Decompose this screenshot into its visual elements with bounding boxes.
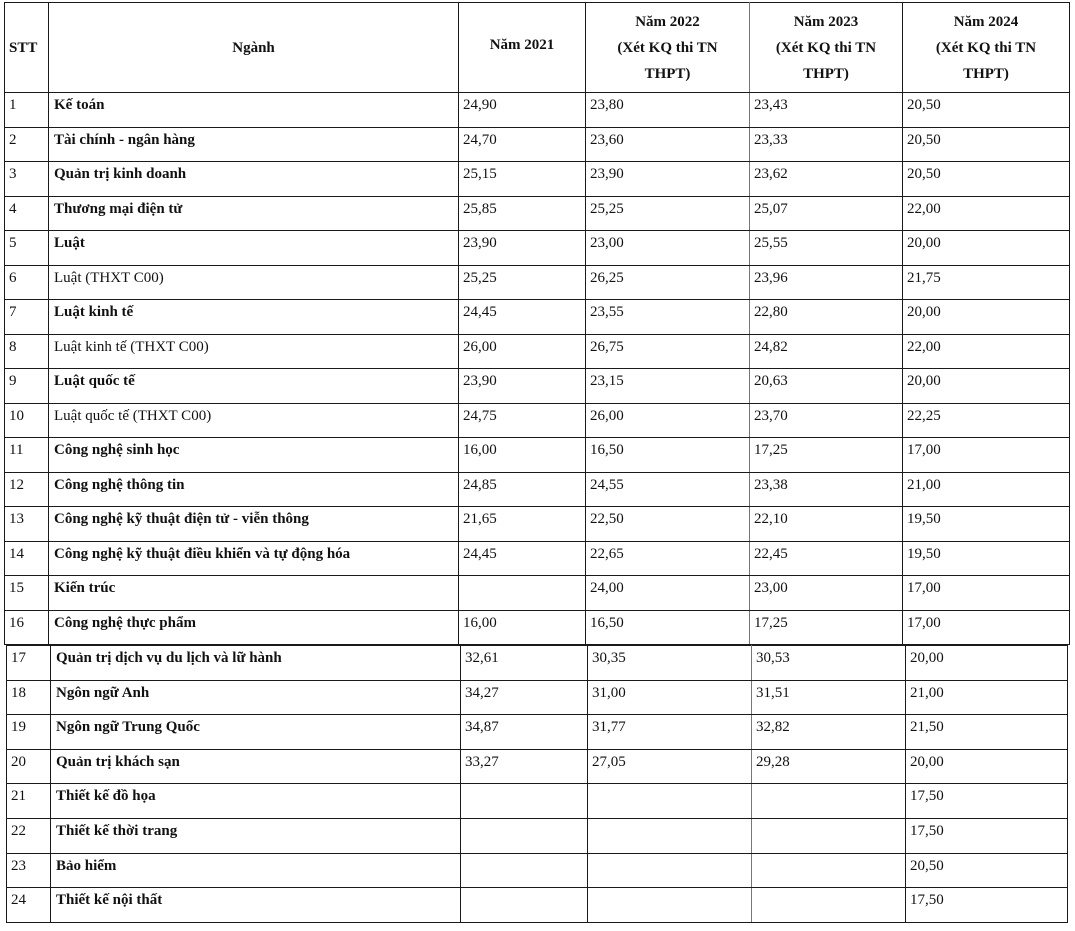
row-stt: 10 <box>5 403 49 438</box>
header-2021 <box>459 3 586 93</box>
row-score-2021: 33,27 <box>461 749 588 784</box>
row-score-2023: 30,53 <box>752 646 906 681</box>
row-score-2023 <box>752 784 906 819</box>
table-row <box>5 231 1070 266</box>
row-score-2023: 29,28 <box>752 749 906 784</box>
row-major-name: Công nghệ thông tin <box>49 472 459 507</box>
row-stt: 4 <box>5 196 49 231</box>
header-nganh: Ngành <box>49 3 459 93</box>
row-major-name: Quản trị khách sạn <box>51 749 461 784</box>
row-stt: 19 <box>7 715 51 750</box>
table-row <box>7 888 1068 923</box>
admission-scores-table-bottom <box>6 645 1068 923</box>
row-stt: 8 <box>5 334 49 369</box>
row-score-2022: 16,50 <box>586 438 750 473</box>
row-score-2022: 27,05 <box>588 749 752 784</box>
row-major-name: Bảo hiểm <box>51 853 461 888</box>
table-row <box>5 162 1070 197</box>
table-row <box>7 646 1068 681</box>
row-score-2023: 17,25 <box>750 438 903 473</box>
row-score-2023: 23,70 <box>750 403 903 438</box>
header-2023-line1: Năm 2023 <box>793 13 859 30</box>
row-score-2024: 17,50 <box>906 784 1068 819</box>
row-score-2022: 23,80 <box>586 93 750 128</box>
row-major-name: Thương mại điện tử <box>49 196 459 231</box>
row-score-2024: 17,00 <box>903 610 1070 645</box>
row-major-name: Luật kinh tế (THXT C00) <box>49 334 459 369</box>
row-score-2024: 20,00 <box>903 231 1070 266</box>
row-score-2021: 34,27 <box>461 680 588 715</box>
row-score-2022: 23,55 <box>586 300 750 335</box>
row-stt: 9 <box>5 369 49 404</box>
header-stt: STT <box>5 3 49 93</box>
row-major-name: Thiết kế nội thất <box>51 888 461 923</box>
row-score-2024: 19,50 <box>903 507 1070 542</box>
table-row <box>5 438 1070 473</box>
row-score-2024: 19,50 <box>903 541 1070 576</box>
row-score-2023: 22,10 <box>750 507 903 542</box>
row-major-name: Kiến trúc <box>49 576 459 611</box>
row-score-2024: 20,50 <box>903 93 1070 128</box>
row-major-name: Luật quốc tế <box>49 369 459 404</box>
row-score-2021 <box>461 784 588 819</box>
row-score-2022: 31,77 <box>588 715 752 750</box>
table-row <box>5 541 1070 576</box>
header-2024 <box>903 3 1070 93</box>
table-row <box>7 680 1068 715</box>
row-score-2021: 24,45 <box>459 541 586 576</box>
table-row <box>5 507 1070 542</box>
row-major-name: Thiết kế thời trang <box>51 818 461 853</box>
row-major-name: Luật kinh tế <box>49 300 459 335</box>
row-score-2021 <box>461 853 588 888</box>
row-score-2024: 17,00 <box>903 576 1070 611</box>
row-score-2023: 20,63 <box>750 369 903 404</box>
table-row <box>7 853 1068 888</box>
row-score-2022: 26,00 <box>586 403 750 438</box>
row-score-2022: 26,25 <box>586 265 750 300</box>
row-score-2024: 20,50 <box>906 853 1068 888</box>
admission-scores-table-top <box>4 2 1070 645</box>
row-score-2021: 23,90 <box>459 369 586 404</box>
header-2021-label: Năm 2021 <box>489 37 555 53</box>
row-major-name: Luật <box>49 231 459 266</box>
row-score-2022: 24,55 <box>586 472 750 507</box>
row-score-2023: 23,38 <box>750 472 903 507</box>
header-2024-line2: (Xét KQ thi TN <box>935 39 1037 56</box>
row-major-name: Quản trị dịch vụ du lịch và lữ hành <box>51 646 461 681</box>
row-score-2024: 17,50 <box>906 888 1068 923</box>
row-score-2021: 34,87 <box>461 715 588 750</box>
row-stt: 11 <box>5 438 49 473</box>
table-row <box>5 127 1070 162</box>
row-score-2023 <box>752 853 906 888</box>
row-score-2022: 23,60 <box>586 127 750 162</box>
row-major-name: Luật quốc tế (THXT C00) <box>49 403 459 438</box>
table-row <box>5 369 1070 404</box>
row-score-2024: 22,00 <box>903 196 1070 231</box>
row-score-2022: 23,15 <box>586 369 750 404</box>
row-score-2022: 22,65 <box>586 541 750 576</box>
row-score-2023: 23,62 <box>750 162 903 197</box>
row-score-2023: 17,25 <box>750 610 903 645</box>
row-stt: 20 <box>7 749 51 784</box>
row-major-name: Ngôn ngữ Trung Quốc <box>51 715 461 750</box>
table-row <box>5 93 1070 128</box>
row-score-2021: 23,90 <box>459 231 586 266</box>
row-score-2022: 31,00 <box>588 680 752 715</box>
row-score-2021: 24,85 <box>459 472 586 507</box>
row-major-name: Công nghệ kỹ thuật điều khiển và tự động hóa <box>49 541 459 576</box>
row-stt: 16 <box>5 610 49 645</box>
row-stt: 14 <box>5 541 49 576</box>
row-score-2023 <box>752 818 906 853</box>
row-stt: 23 <box>7 853 51 888</box>
row-score-2023: 25,07 <box>750 196 903 231</box>
row-score-2024: 20,00 <box>906 646 1068 681</box>
row-score-2022 <box>588 784 752 819</box>
table-row <box>7 749 1068 784</box>
header-2022-line2: (Xét KQ thi TN <box>617 39 718 56</box>
row-score-2021: 25,25 <box>459 265 586 300</box>
row-score-2022: 23,90 <box>586 162 750 197</box>
row-score-2024: 22,00 <box>903 334 1070 369</box>
row-score-2021 <box>459 576 586 611</box>
row-score-2021: 16,00 <box>459 438 586 473</box>
table-row <box>7 715 1068 750</box>
header-row <box>5 3 1070 93</box>
row-score-2024: 20,50 <box>903 162 1070 197</box>
row-score-2024: 20,00 <box>903 300 1070 335</box>
row-score-2022: 23,00 <box>586 231 750 266</box>
row-score-2022 <box>588 888 752 923</box>
row-score-2022: 24,00 <box>586 576 750 611</box>
row-major-name: Tài chính - ngân hàng <box>49 127 459 162</box>
row-score-2023: 24,82 <box>750 334 903 369</box>
row-score-2021: 32,61 <box>461 646 588 681</box>
row-stt: 5 <box>5 231 49 266</box>
row-major-name: Luật (THXT C00) <box>49 265 459 300</box>
row-score-2022 <box>588 853 752 888</box>
row-score-2021: 24,75 <box>459 403 586 438</box>
header-2022-line1: Năm 2022 <box>635 13 700 30</box>
table-row <box>5 265 1070 300</box>
row-score-2024: 21,00 <box>906 680 1068 715</box>
row-score-2022 <box>588 818 752 853</box>
row-major-name: Công nghệ thực phẩm <box>49 610 459 645</box>
row-major-name: Quản trị kinh doanh <box>49 162 459 197</box>
row-score-2023: 23,43 <box>750 93 903 128</box>
table-body-top <box>5 93 1070 645</box>
row-score-2023: 32,82 <box>752 715 906 750</box>
row-stt: 22 <box>7 818 51 853</box>
row-major-name: Thiết kế đồ họa <box>51 784 461 819</box>
row-score-2024: 21,75 <box>903 265 1070 300</box>
row-stt: 21 <box>7 784 51 819</box>
row-stt: 1 <box>5 93 49 128</box>
row-score-2023: 23,33 <box>750 127 903 162</box>
row-score-2022: 25,25 <box>586 196 750 231</box>
row-score-2022: 22,50 <box>586 507 750 542</box>
row-score-2022: 16,50 <box>586 610 750 645</box>
row-score-2023: 22,80 <box>750 300 903 335</box>
row-major-name: Ngôn ngữ Anh <box>51 680 461 715</box>
table-row <box>7 784 1068 819</box>
row-major-name: Công nghệ kỹ thuật điện tử - viễn thông <box>49 507 459 542</box>
row-stt: 2 <box>5 127 49 162</box>
row-stt: 17 <box>7 646 51 681</box>
row-score-2023: 22,45 <box>750 541 903 576</box>
header-2023-line3: THPT) <box>803 65 849 82</box>
table-row <box>5 610 1070 645</box>
header-2022 <box>586 3 750 93</box>
row-stt: 13 <box>5 507 49 542</box>
row-score-2024: 17,00 <box>903 438 1070 473</box>
row-stt: 7 <box>5 300 49 335</box>
header-2024-line1: Năm 2024 <box>953 13 1019 30</box>
table-row <box>5 196 1070 231</box>
row-score-2023: 23,00 <box>750 576 903 611</box>
row-score-2021: 24,90 <box>459 93 586 128</box>
row-stt: 18 <box>7 680 51 715</box>
row-score-2021: 24,45 <box>459 300 586 335</box>
header-2022-line3: THPT) <box>644 65 691 82</box>
row-score-2024: 20,00 <box>903 369 1070 404</box>
row-stt: 15 <box>5 576 49 611</box>
row-score-2024: 20,00 <box>906 749 1068 784</box>
header-2024-line3: THPT) <box>963 65 1009 82</box>
table-row <box>7 818 1068 853</box>
table-body-bottom <box>7 646 1068 923</box>
row-score-2024: 22,25 <box>903 403 1070 438</box>
row-stt: 24 <box>7 888 51 923</box>
table-row <box>5 576 1070 611</box>
table-row <box>5 472 1070 507</box>
row-score-2023 <box>752 888 906 923</box>
row-score-2021 <box>461 888 588 923</box>
table-row <box>5 300 1070 335</box>
row-score-2022: 30,35 <box>588 646 752 681</box>
table-row <box>5 403 1070 438</box>
row-major-name: Công nghệ sinh học <box>49 438 459 473</box>
row-score-2023: 25,55 <box>750 231 903 266</box>
row-stt: 6 <box>5 265 49 300</box>
row-score-2021: 25,15 <box>459 162 586 197</box>
header-2023-line2: (Xét KQ thi TN <box>775 39 877 56</box>
row-score-2024: 21,00 <box>903 472 1070 507</box>
row-score-2022: 26,75 <box>586 334 750 369</box>
row-score-2023: 23,96 <box>750 265 903 300</box>
row-stt: 3 <box>5 162 49 197</box>
row-score-2021: 21,65 <box>459 507 586 542</box>
table-row <box>5 334 1070 369</box>
row-score-2021: 25,85 <box>459 196 586 231</box>
row-score-2024: 20,50 <box>903 127 1070 162</box>
row-stt: 12 <box>5 472 49 507</box>
row-score-2021: 26,00 <box>459 334 586 369</box>
row-score-2024: 17,50 <box>906 818 1068 853</box>
row-major-name: Kế toán <box>49 93 459 128</box>
row-score-2021: 24,70 <box>459 127 586 162</box>
row-score-2023: 31,51 <box>752 680 906 715</box>
header-2023 <box>750 3 903 93</box>
row-score-2021 <box>461 818 588 853</box>
row-score-2024: 21,50 <box>906 715 1068 750</box>
row-score-2021: 16,00 <box>459 610 586 645</box>
